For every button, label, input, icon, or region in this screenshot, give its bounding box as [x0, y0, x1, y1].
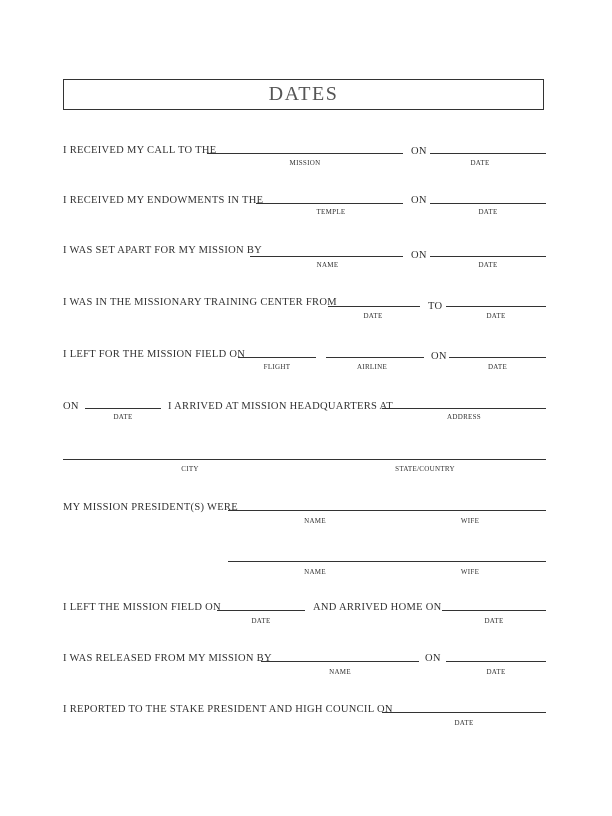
call-date-field[interactable] — [430, 153, 546, 154]
arrived-home-date-caption: DATE — [484, 617, 504, 625]
released-date-field[interactable] — [446, 661, 546, 662]
endow-date-field[interactable] — [430, 203, 546, 204]
apart-on-label: ON — [411, 250, 427, 261]
mtc-from-caption: DATE — [363, 312, 383, 320]
mtc-label: I WAS IN THE MISSIONARY TRAINING CENTER FROM — [63, 297, 337, 308]
address-field[interactable] — [382, 408, 546, 409]
mtc-to-date-field[interactable] — [446, 306, 546, 307]
stake-report-date-field[interactable] — [382, 712, 546, 713]
apart-date-caption: DATE — [478, 261, 498, 269]
call-label: I RECEIVED MY CALL TO THE — [63, 145, 217, 156]
president-1-wife-caption: WIFE — [460, 517, 480, 525]
flight-field[interactable] — [238, 357, 316, 358]
temple-field[interactable] — [256, 203, 403, 204]
endow-on-label: ON — [411, 195, 427, 206]
mtc-to-caption: DATE — [486, 312, 506, 320]
released-name-caption: NAME — [329, 668, 351, 676]
president-1-field[interactable] — [228, 510, 546, 511]
left-date-field[interactable] — [449, 357, 546, 358]
president-2-field[interactable] — [228, 561, 546, 562]
president-1-name-caption: NAME — [304, 517, 326, 525]
left-mission-date-caption: DATE — [251, 617, 271, 625]
temple-caption: TEMPLE — [316, 208, 346, 216]
released-on-label: ON — [425, 653, 441, 664]
arrived-on-label: ON — [63, 401, 79, 412]
flight-caption: FLIGHT — [263, 363, 291, 371]
address-caption: ADDRESS — [447, 413, 481, 421]
city-state-field[interactable] — [63, 459, 546, 460]
mtc-from-date-field[interactable] — [328, 306, 420, 307]
presidents-label: MY MISSION PRESIDENT(S) WERE — [63, 502, 238, 513]
mission-caption: MISSION — [289, 159, 321, 167]
left-field-label: I LEFT FOR THE MISSION FIELD ON — [63, 349, 246, 360]
left-mission-date-field[interactable] — [217, 610, 305, 611]
stake-report-date-caption: DATE — [454, 719, 474, 727]
left-on-label: ON — [431, 351, 447, 362]
president-2-name-caption: NAME — [304, 568, 326, 576]
mission-field[interactable] — [207, 153, 403, 154]
left-date-caption: DATE — [487, 363, 508, 371]
page-title-box — [63, 79, 544, 110]
airline-caption: AIRLINE — [356, 363, 388, 371]
arrived-label: I ARRIVED AT MISSION HEADQUARTERS AT — [168, 401, 393, 412]
endowments-label: I RECEIVED MY ENDOWMENTS IN THE — [63, 195, 264, 206]
arrived-home-date-field[interactable] — [442, 610, 546, 611]
president-2-wife-caption: WIFE — [460, 568, 480, 576]
arrived-date-caption: DATE — [113, 413, 133, 421]
call-date-caption: DATE — [470, 159, 490, 167]
arrived-date-field[interactable] — [85, 408, 161, 409]
mtc-to-label: TO — [428, 301, 443, 312]
set-apart-name-field[interactable] — [250, 256, 403, 257]
state-country-caption: STATE/COUNTRY — [395, 465, 455, 473]
city-caption: CITY — [181, 465, 199, 473]
page-title: DATES — [268, 83, 339, 105]
stake-report-label: I REPORTED TO THE STAKE PRESIDENT AND HIGH COUNCIL ON — [63, 704, 393, 715]
airline-field[interactable] — [326, 357, 424, 358]
endow-date-caption: DATE — [478, 208, 498, 216]
released-label: I WAS RELEASED FROM MY MISSION BY — [63, 653, 272, 664]
arrived-home-label: AND ARRIVED HOME ON — [313, 602, 442, 613]
set-apart-name-caption: NAME — [316, 261, 339, 269]
set-apart-label: I WAS SET APART FOR MY MISSION BY — [63, 245, 263, 256]
apart-date-field[interactable] — [430, 256, 546, 257]
call-on-label: ON — [411, 146, 427, 157]
released-date-caption: DATE — [486, 668, 506, 676]
released-name-field[interactable] — [261, 661, 419, 662]
left-mission-label: I LEFT THE MISSION FIELD ON — [63, 602, 221, 613]
